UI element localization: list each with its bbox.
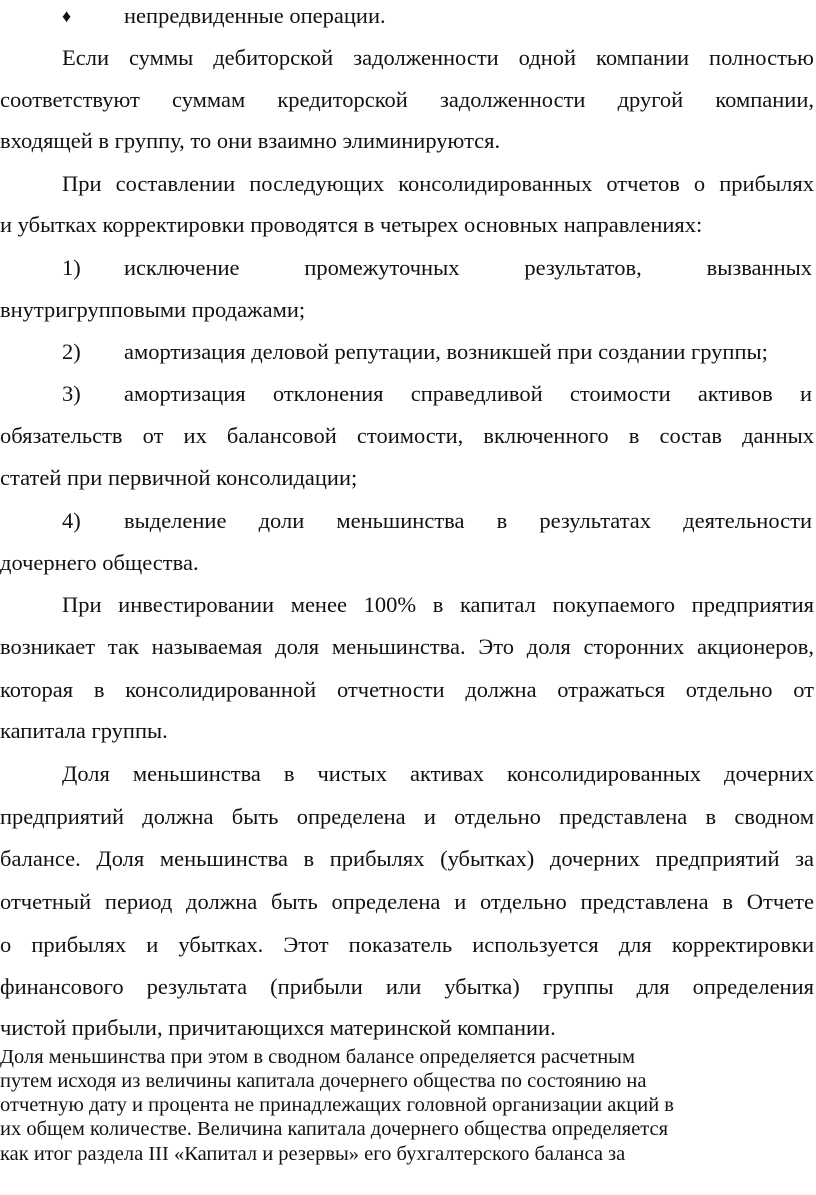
list-item-continuation: дочернего общества. [0, 550, 199, 575]
paragraph-line: При составлении последующих консолидированных отчетов о прибылях [62, 171, 814, 196]
paragraph-line: которая в консолидированной отчетности должна отражаться отдельно от [0, 677, 814, 702]
paragraph-line: отчетную дату и процента не принадлежащих головной организации акций в [0, 1094, 674, 1116]
list-item-text: выделение доли меньшинства в результатах деятельности [124, 508, 812, 533]
paragraph-line: Доля меньшинства при этом в сводном балансе определяется расчетным [0, 1046, 635, 1068]
list-item-number: 4) [62, 508, 81, 533]
paragraph-line: возникает так называемая доля меньшинства. Это доля сторонних акционеров, [0, 634, 814, 659]
list-item-text: амортизация деловой репутации, возникшей при создании группы; [124, 339, 768, 364]
bullet-item-text: непредвиденные операции. [124, 3, 386, 28]
paragraph-line: как итог раздела III «Капитал и резервы» его бухгалтерского баланса за [0, 1143, 626, 1165]
list-item-number: 3) [62, 381, 81, 406]
list-item-number: 2) [62, 339, 81, 364]
paragraph-line: входящей в группу, то они взаимно элиминируются. [0, 128, 501, 153]
paragraph-line: финансового результата (прибыли или убытка) группы для определения [0, 974, 814, 999]
paragraph-line: предприятий должна быть определена и отдельно представлена в сводном [0, 804, 814, 829]
diamond-bullet-icon: ♦ [62, 6, 72, 26]
list-item-number: 1) [62, 255, 81, 280]
paragraph-line: их общем количестве. Величина капитала дочернего общества определяется [0, 1118, 669, 1140]
list-item-continuation: обязательств от их балансовой стоимости, включенного в состав данных [0, 423, 814, 448]
paragraph-line: При инвестировании менее 100% в капитал покупаемого предприятия [62, 592, 814, 617]
paragraph-line: о прибылях и убытках. Этот показатель используется для корректировки [0, 932, 814, 957]
list-item-text: исключение промежуточных результатов, вызванных [124, 255, 812, 280]
paragraph-line: и убытках корректировки проводятся в четырех основных направлениях: [0, 212, 703, 237]
paragraph-line: отчетный период должна быть определена и отдельно представлена в Отчете [0, 889, 814, 914]
paragraph-line: Если суммы дебиторской задолженности одной компании полностью [62, 45, 814, 70]
list-item-continuation: внутригрупповыми продажами; [0, 297, 306, 322]
list-item-continuation: статей при первичной консолидации; [0, 465, 358, 490]
list-item-text: амортизация отклонения справедливой стоимости активов и [124, 381, 812, 406]
paragraph-line: соответствуют суммам кредиторской задолженности другой компании, [0, 87, 814, 112]
paragraph-line: балансе. Доля меньшинства в прибылях (убытках) дочерних предприятий за [0, 846, 814, 871]
paragraph-line: путем исходя из величины капитала дочернего общества по состоянию на [0, 1070, 647, 1092]
paragraph-line: Доля меньшинства в чистых активах консолидированных дочерних [62, 761, 814, 786]
paragraph-line: капитала группы. [0, 718, 168, 743]
paragraph-line: чистой прибыли, причитающихся материнской компании. [0, 1015, 556, 1040]
